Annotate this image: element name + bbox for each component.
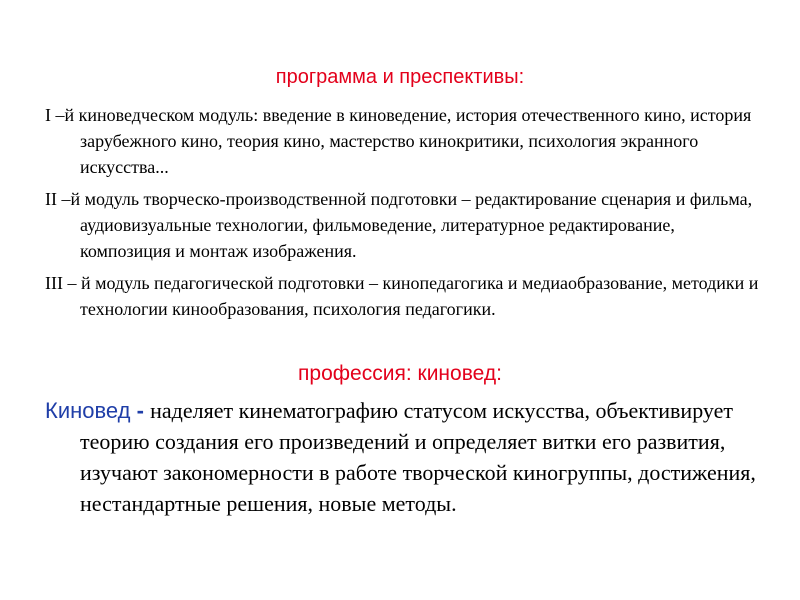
term-dash: -: [130, 398, 151, 423]
profession-definition: [45, 395, 800, 519]
modules-list: [45, 102, 765, 328]
module-item-3: III – й модуль педагогической подготовки – кинопедагогика и медиаобразование, методики и технологии кинообразования, психология педагогики.: [45, 273, 759, 319]
module-item-1: I –й киноведческом модуль: введение в киноведение, история отечественного кино, история зарубежного кино, теория кино, мастерство кинокритики, психология экранного искусства...: [45, 105, 752, 177]
profession-term: Киновед: [45, 398, 131, 423]
definition-text: наделяет кинематографию статусом искусства, объективирует теорию создания его произведений и определяет витки его развития, изучают закономерности в работе творческой киногруппы, достижения, нестандартные решения, новые методы.: [80, 398, 756, 516]
profession-heading: профессия: киновед:: [298, 362, 502, 385]
module-item-2: II –й модуль творческо-производственной подготовки – редактирование сценария и фильма, аудиовизуальные технологии, фильмоведение, литературное редактирование, композиция и монтаж изображения.: [45, 189, 753, 261]
program-heading: программа и преспективы:: [275, 66, 525, 88]
